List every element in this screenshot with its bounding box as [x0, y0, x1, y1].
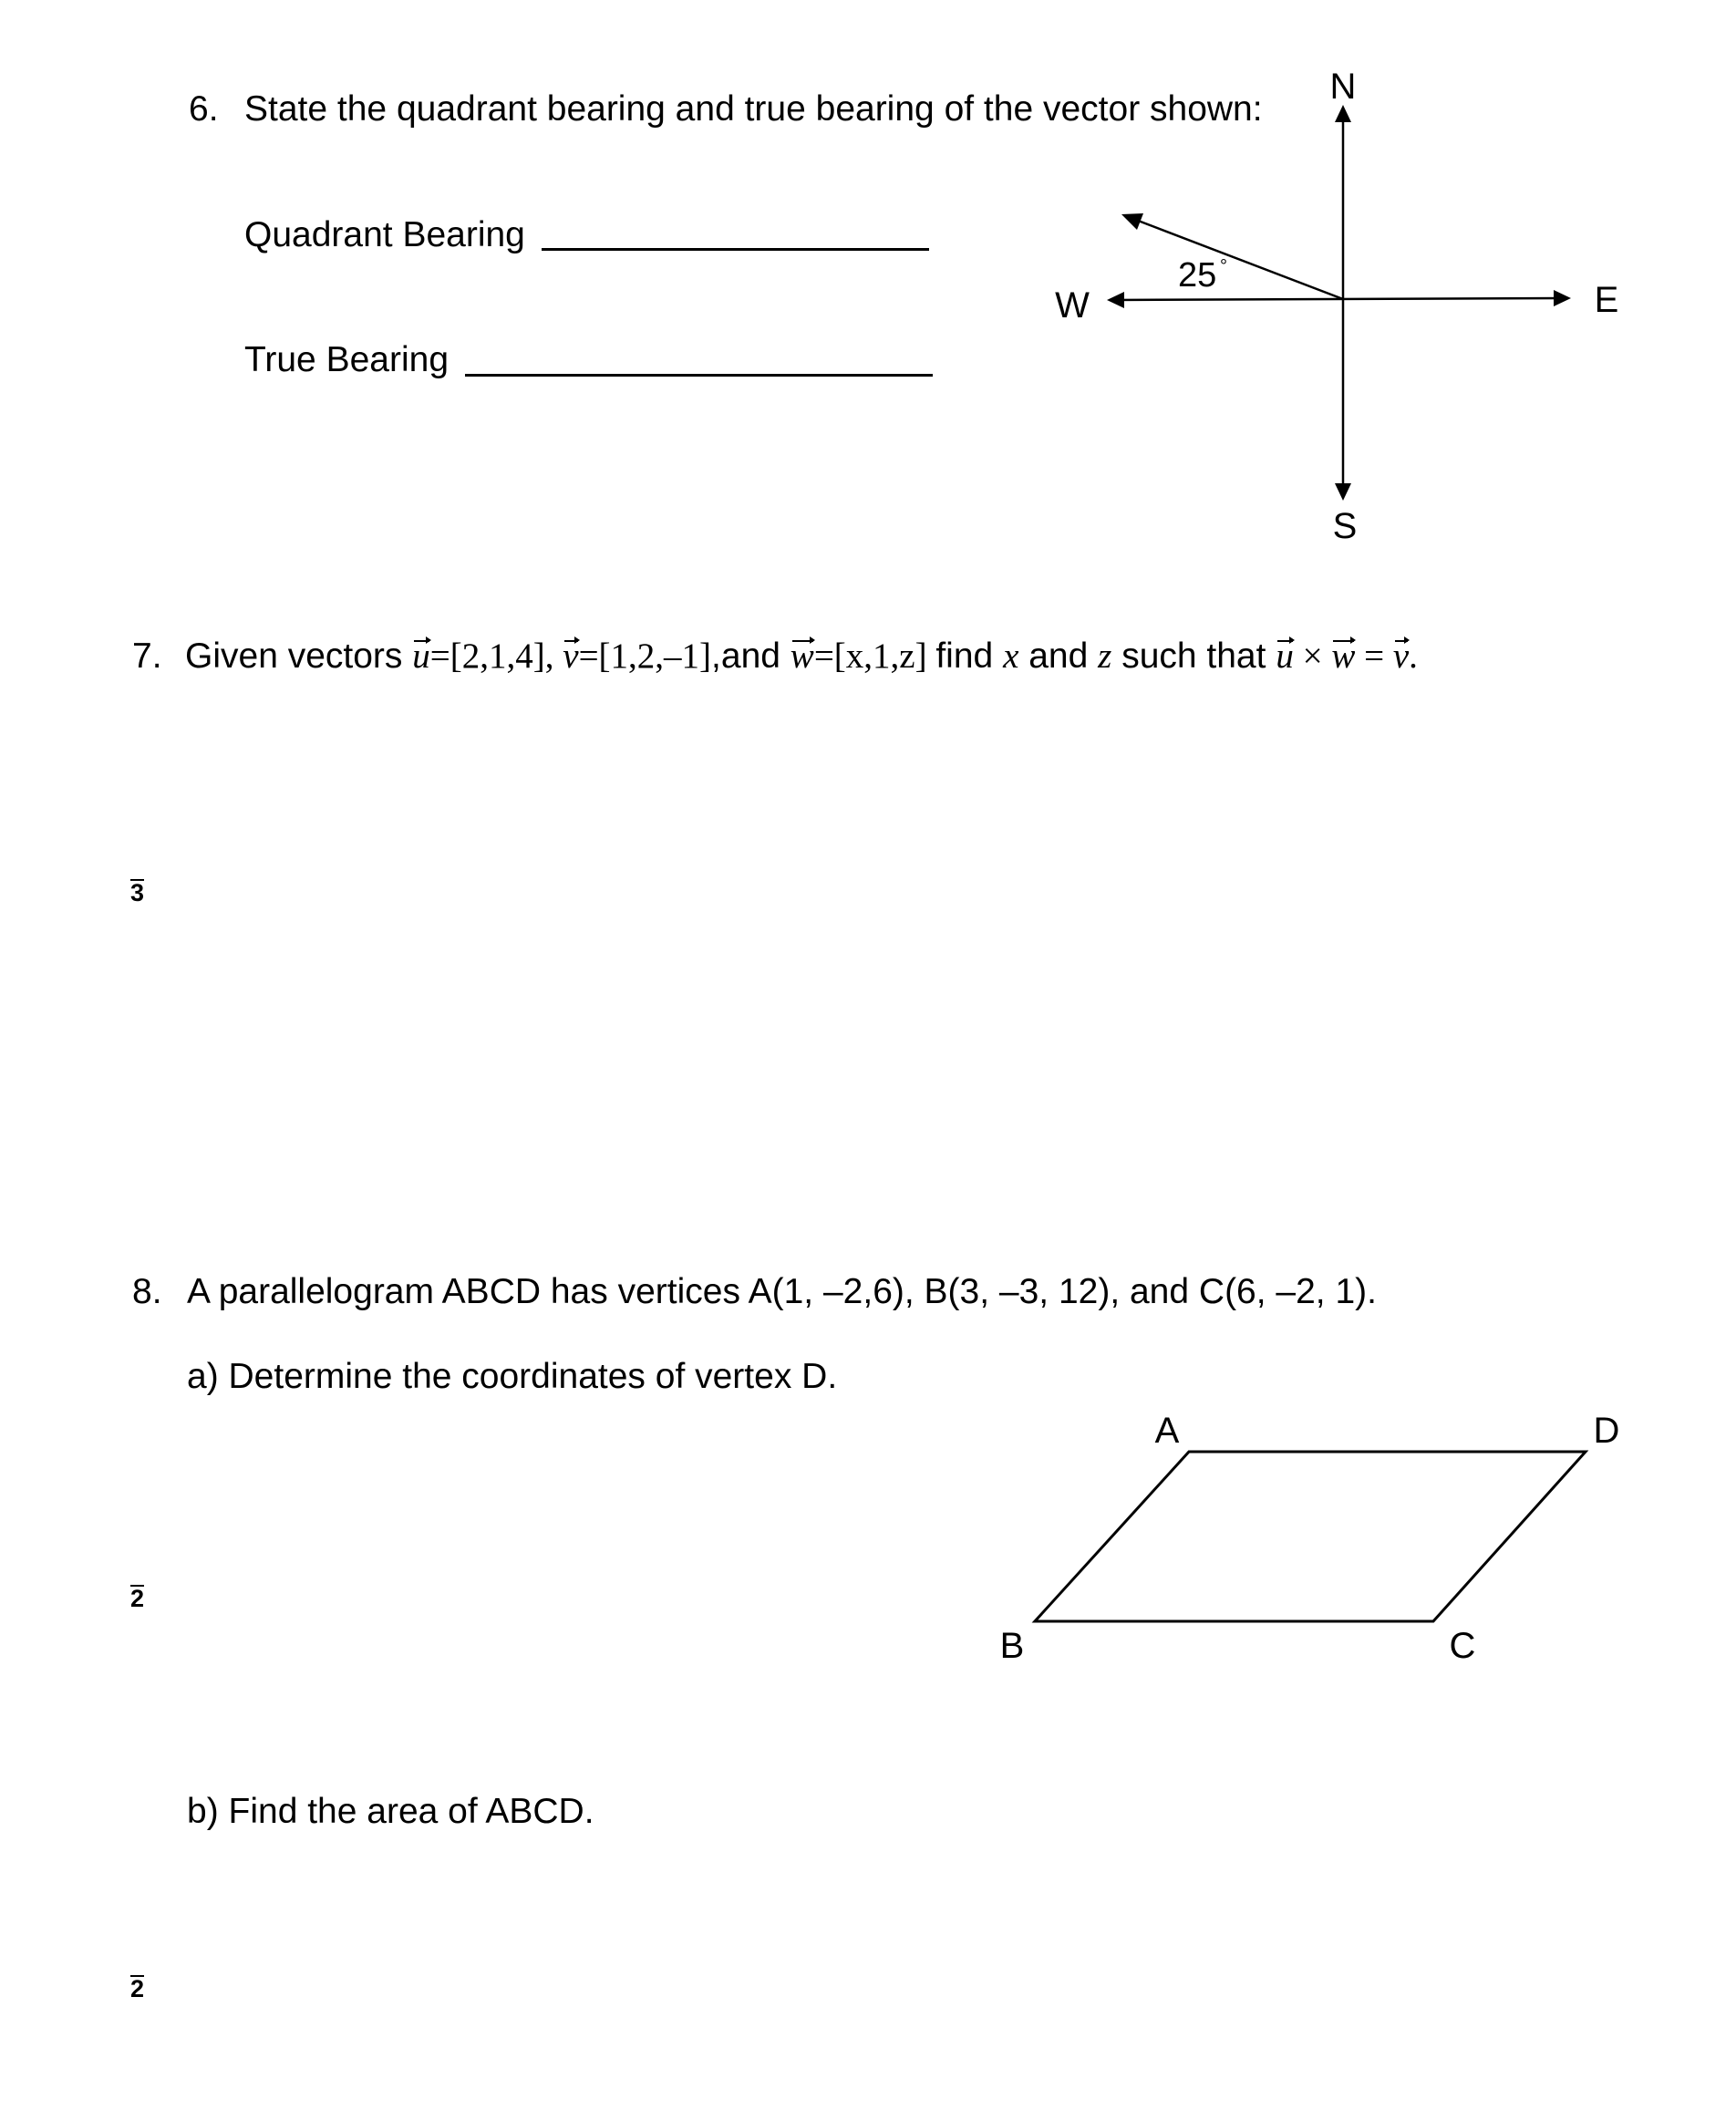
north-arrowhead	[1335, 105, 1351, 122]
q8b-prompt: b) Find the area of ABCD.	[187, 1792, 594, 1831]
west-arrowhead	[1107, 292, 1124, 308]
q7-x-variable: x	[1003, 636, 1019, 676]
vector-w-value: =[x,1,z]	[813, 636, 927, 676]
vector-v-expression	[563, 636, 711, 676]
q7-and: ,and	[711, 636, 780, 676]
east-label: E	[1594, 280, 1619, 320]
vertex-c-label: C	[1449, 1626, 1476, 1666]
cross-product-equation	[1276, 636, 1418, 676]
vector-u-value: =[2,1,4],	[429, 636, 554, 676]
q8-number: 8.	[132, 1272, 162, 1311]
parallelogram-abcd	[1035, 1452, 1586, 1621]
east-arrowhead	[1554, 290, 1571, 306]
vertex-d-label: D	[1593, 1411, 1620, 1451]
equation-w-symbol: w	[1331, 636, 1356, 676]
equals-symbol: =	[1364, 636, 1385, 676]
equation-v-symbol: v	[1392, 636, 1410, 676]
vertex-a-label: A	[1154, 1411, 1180, 1451]
q7-such-that: such that	[1121, 636, 1266, 676]
vertex-b-label: B	[999, 1626, 1025, 1666]
q7-and-2: and	[1028, 636, 1089, 676]
north-label: N	[1329, 67, 1357, 107]
vector-v-value: =[1,2,–1]	[578, 636, 712, 676]
cross-symbol: ×	[1302, 636, 1323, 676]
bearing-vector-arrowhead	[1121, 213, 1143, 230]
degree-symbol: °	[1220, 256, 1227, 276]
west-label: W	[1055, 285, 1090, 326]
q7-period: .	[1409, 636, 1418, 676]
q6-prompt: State the quadrant bearing and true bearing of the vector shown:	[244, 89, 1263, 129]
q7-statement	[185, 638, 1418, 674]
true-bearing-answer-line[interactable]	[465, 374, 933, 377]
vector-v-symbol: v	[563, 636, 579, 676]
true-bearing-label: True Bearing	[244, 340, 450, 379]
south-label: S	[1332, 506, 1358, 546]
vector-u-symbol: u	[412, 636, 430, 676]
vector-w-symbol: w	[790, 636, 814, 676]
q7-find: find	[935, 636, 994, 676]
q7-z-variable: z	[1098, 636, 1112, 676]
compass-diagram	[1003, 27, 1641, 556]
q8-prompt: A parallelogram ABCD has vertices A(1, –2,6), B(3, –3, 12), and C(6, –2, 1).	[187, 1272, 1377, 1311]
quadrant-bearing-label: Quadrant Bearing	[244, 215, 525, 254]
q7-lead: Given vectors	[185, 636, 403, 676]
quadrant-bearing-answer-line[interactable]	[542, 248, 929, 251]
q8a-marks: 2	[130, 1585, 145, 1612]
q8b-marks: 2	[130, 1975, 145, 2002]
bearing-vector	[1133, 219, 1343, 299]
angle-label: 25	[1178, 256, 1217, 295]
equation-u-symbol: u	[1276, 636, 1294, 676]
south-arrowhead	[1335, 483, 1351, 501]
q8a-prompt: a) Determine the coordinates of vertex D.	[187, 1357, 838, 1396]
vector-u-expression	[412, 636, 563, 676]
parallelogram-diagram	[985, 1395, 1659, 1669]
vector-w-expression	[790, 636, 936, 676]
q7-marks: 3	[130, 879, 145, 906]
q7-number: 7.	[132, 636, 162, 676]
q6-number: 6.	[189, 89, 219, 129]
